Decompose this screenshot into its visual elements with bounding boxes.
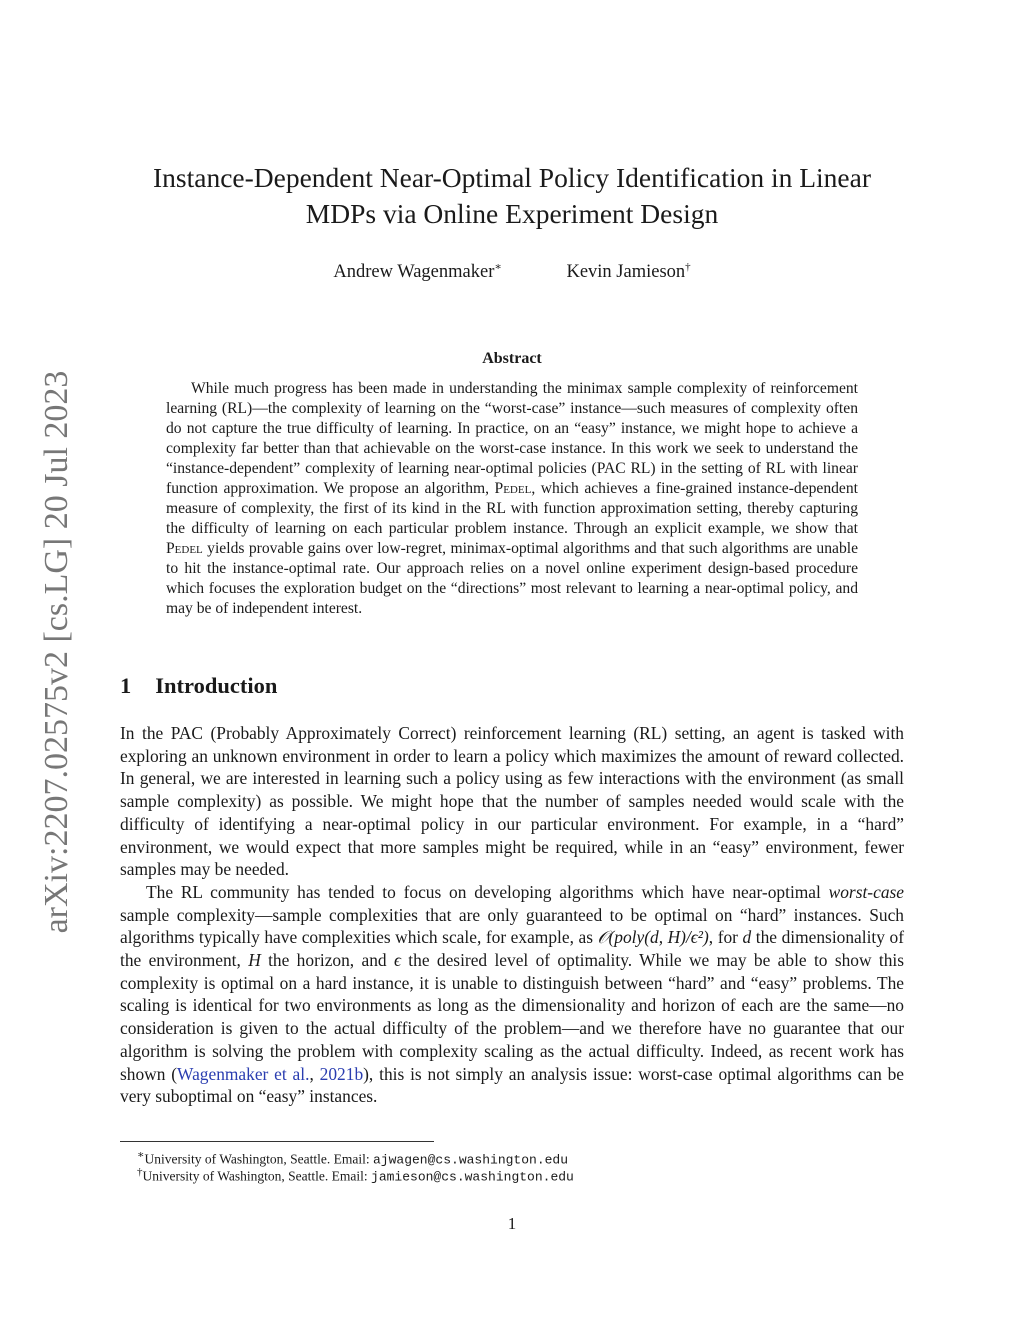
text: sample complexity—sample complexities that are only guaranteed to be optimal on “hard” instances. Such algorithms typically have complexities which scale, for example, as	[120, 904, 904, 948]
algorithm-name: Pedel	[166, 540, 203, 557]
authors	[0, 260, 1024, 283]
section-heading	[120, 673, 277, 699]
math: ϵ	[393, 950, 401, 971]
text: University of Washington, Seattle. Email:	[142, 1168, 372, 1184]
email: ajwagen@cs.washington.edu	[373, 1152, 569, 1168]
text: ), this is not simply an analysis issue: worst-case optimal algorithms can be very suboptimal on “easy” instances.	[120, 1063, 905, 1107]
section-title: Introduction	[155, 673, 278, 698]
citation-link[interactable]: Wagenmaker et al.	[177, 1063, 310, 1084]
abstract	[166, 379, 858, 619]
section-number: 1	[120, 673, 132, 698]
title-line: Instance-Dependent Near-Optimal Policy Identification in Linear	[153, 162, 871, 193]
title-line: MDPs via Online Experiment Design	[305, 198, 719, 229]
paper-title	[100, 160, 924, 232]
text: University of Washington, Seattle. Email:	[144, 1151, 373, 1167]
text: the dimensionality of the environment,	[120, 927, 904, 971]
footnote-mark: †	[685, 261, 691, 273]
footnote-mark: †	[137, 1166, 143, 1178]
math: 𝒪(poly(d, H)/ϵ²)	[597, 927, 709, 948]
author	[333, 262, 502, 282]
text: While much progress has been made in understanding the minimax sample complexity of reinforcement learning (RL)—the complexity of learning on the “worst-case” instance—such measures of complexity often do not capture the true difficulty of learning. In practice, on an “easy” instance, we might hope to achieve a complexity far better than that achievable on the worst-case instance. In this work we seek to understand the “instance-dependent” complexity of learning near-optimal policies (PAC RL) in the setting of RL with linear function approximation. We propose an algorithm,	[166, 380, 858, 497]
footnote-mark: ∗	[137, 1149, 145, 1161]
text: , for	[708, 927, 743, 948]
author-name: Kevin Jamieson	[566, 262, 686, 283]
citation-year-link[interactable]: 2021b	[319, 1063, 364, 1084]
paragraph: The RL community has tended to focus on developing algorithms which have near-optimal worst-case sample complexity—sample complexities that are only guaranteed to be optimal on “hard” instances. Such algorithms typically have complexities which scale, for example, as 𝒪(poly(d, H)/ϵ²), for d the dimensionality of the environment, H the horizon, and ϵ the desired level of optimality. While we may be able to show this complexity is optimal on a hard instance, it is unable to distinguish between “hard” and “easy” problems. The scaling is identical for two environments as long as the dimensionality and horizon of each are the same—no consideration is given to the actual difficulty of the problem—and we therefore have no guarantee that our algorithm is solving the problem with complexity scaling as the actual difficulty. Indeed, as recent work has shown (Wagenmaker et al., 2021b), this is not simply an analysis issue: worst-case optimal algorithms can be very suboptimal on “easy” instances.	[120, 881, 905, 1107]
page-number: 1	[507, 1214, 517, 1233]
email: jamieson@cs.washington.edu	[371, 1169, 574, 1185]
math: H	[248, 950, 261, 971]
arxiv-stamp: arXiv:2207.02575v2 [cs.LG] 20 Jul 2023	[38, 370, 75, 934]
abstract-heading: Abstract	[482, 350, 542, 367]
text: the desired level of optimality. While we may be able to show this complexity is optimal on a hard instance, it is unable to distinguish between “hard” and “easy” problems. The scaling is identical for two environments as long as the dimensionality and horizon of each are the same—no consideration is given to the actual difficulty of the problem—and we therefore have no guarantee that our algorithm is solving the problem with complexity scaling as the actual difficulty. Indeed, as recent work has shown (	[120, 950, 905, 1084]
algorithm-name: Pedel	[494, 480, 532, 497]
author-name: Andrew Wagenmaker	[333, 262, 495, 283]
emphasis: worst-case	[828, 881, 904, 902]
footnote	[137, 1166, 574, 1185]
footnote-rule	[120, 1141, 434, 1142]
footnote	[137, 1148, 568, 1168]
text: The RL community has tended to focus on developing algorithms which have near-optimal	[146, 881, 829, 902]
author	[566, 262, 690, 282]
text: yields provable gains over low-regret, minimax-optimal algorithms and that such algorithms are unable to hit the instance-optimal rate. Our approach relies on a novel online experiment design-based procedure which focuses the exploration budget on the “directions” most relevant to learning a near-optimal policy, and may be of independent interest.	[166, 540, 858, 617]
text: , which achieves a fine-grained instance-dependent measure of complexity, the first of its kind in the RL with function approximation setting, thereby capturing the difficulty of learning on each particular problem instance. Through an explicit example, we show that	[166, 480, 858, 537]
text: the horizon, and	[260, 950, 394, 971]
footnote-mark: ∗	[494, 261, 502, 273]
body-text	[120, 722, 904, 1108]
paragraph: In the PAC (Probably Approximately Correct) reinforcement learning (RL) setting, an agent is tasked with exploring an unknown environment in order to learn a policy which maximizes the amount of reward collected. In general, we are interested in learning such a policy using as few interactions with the environment (as small sample complexity) as possible. We might hope that the number of samples needed would scale with the difficulty of identifying a near-optimal policy in our particular environment. For example, in a “hard” environment, we would expect that more samples might be required, while in an “easy” environment, fewer samples may be needed.	[120, 723, 904, 880]
math: d	[742, 927, 752, 948]
